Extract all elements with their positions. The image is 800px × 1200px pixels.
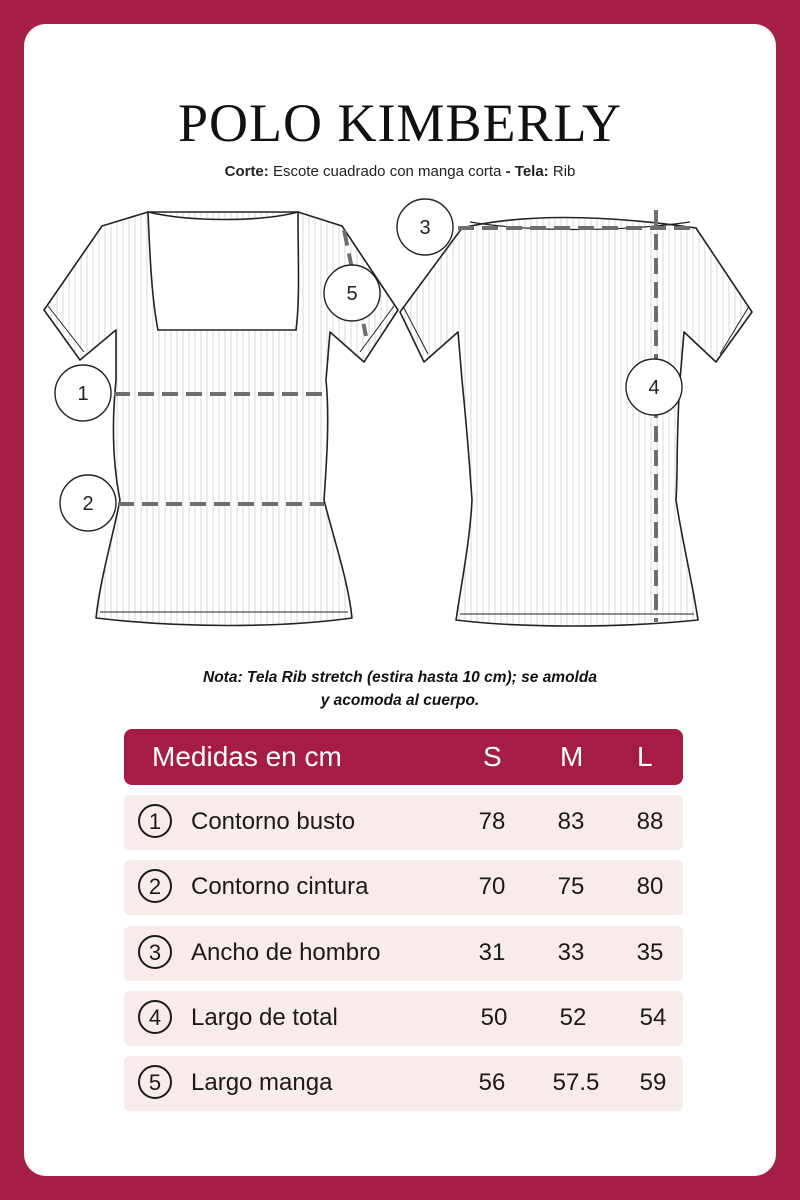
size-l-value: 80 bbox=[636, 873, 664, 900]
size-l-value: 88 bbox=[636, 808, 664, 835]
row-number-badge: 5 bbox=[138, 1065, 172, 1099]
note-line-2: y acomoda al cuerpo. bbox=[320, 692, 480, 709]
subtitle-separator: - bbox=[505, 163, 511, 180]
fabric-value: Rib bbox=[552, 163, 576, 180]
size-l-value: 59 bbox=[639, 1069, 667, 1096]
size-l-header: L bbox=[637, 741, 653, 772]
size-s-value: 50 bbox=[480, 1004, 508, 1031]
size-m-value: 57.5 bbox=[552, 1069, 600, 1096]
row-label: Contorno busto bbox=[191, 808, 356, 835]
size-table-header bbox=[124, 729, 683, 785]
callout-3 bbox=[397, 199, 453, 255]
size-s-value: 70 bbox=[478, 873, 506, 900]
size-s-header: S bbox=[483, 741, 502, 772]
callout-1-label: 1 bbox=[77, 383, 89, 405]
note-line-1: Nota: Tela Rib stretch (estira hasta 10 cm); se amolda bbox=[203, 669, 597, 686]
cut-value: Escote cuadrado con manga corta bbox=[272, 163, 502, 180]
page-title: POLO KIMBERLY bbox=[177, 93, 623, 153]
row-number-badge: 3 bbox=[138, 935, 172, 969]
fabric-label: Tela: bbox=[514, 163, 549, 180]
table-row bbox=[124, 795, 683, 850]
callout-4 bbox=[626, 359, 682, 415]
table-row bbox=[124, 860, 683, 915]
table-row bbox=[124, 991, 683, 1046]
size-l-value: 54 bbox=[639, 1004, 667, 1031]
size-m-value: 52 bbox=[559, 1004, 587, 1031]
callout-2-label: 2 bbox=[82, 493, 94, 515]
callout-3-label: 3 bbox=[419, 217, 431, 239]
table-row bbox=[124, 926, 683, 981]
size-s-value: 78 bbox=[478, 808, 506, 835]
size-l-value: 35 bbox=[636, 939, 664, 966]
back-body-outline bbox=[400, 218, 752, 627]
row-label: Largo de total bbox=[191, 1004, 338, 1031]
callout-5-label: 5 bbox=[346, 283, 358, 305]
row-label: Ancho de hombro bbox=[191, 939, 381, 966]
size-m-header: M bbox=[560, 741, 584, 772]
row-number-badge: 2 bbox=[138, 869, 172, 903]
callout-5 bbox=[324, 265, 380, 321]
table-header-title: Medidas en cm bbox=[152, 741, 342, 772]
size-m-value: 75 bbox=[557, 873, 585, 900]
back-view-drawing bbox=[400, 218, 752, 627]
table-row bbox=[124, 1056, 683, 1111]
size-m-value: 83 bbox=[557, 808, 585, 835]
row-label: Contorno cintura bbox=[191, 873, 369, 900]
size-s-value: 31 bbox=[478, 939, 506, 966]
front-square-neckline bbox=[148, 212, 299, 330]
row-label: Largo manga bbox=[191, 1069, 333, 1096]
callout-4-label: 4 bbox=[648, 377, 660, 399]
size-m-value: 33 bbox=[557, 939, 585, 966]
size-s-value: 56 bbox=[478, 1069, 506, 1096]
cut-label: Corte: bbox=[224, 163, 269, 180]
callout-1 bbox=[55, 365, 111, 421]
callout-2 bbox=[60, 475, 116, 531]
row-number-badge: 4 bbox=[138, 1000, 172, 1034]
fabric-note bbox=[160, 666, 640, 712]
row-number-badge: 1 bbox=[138, 804, 172, 838]
